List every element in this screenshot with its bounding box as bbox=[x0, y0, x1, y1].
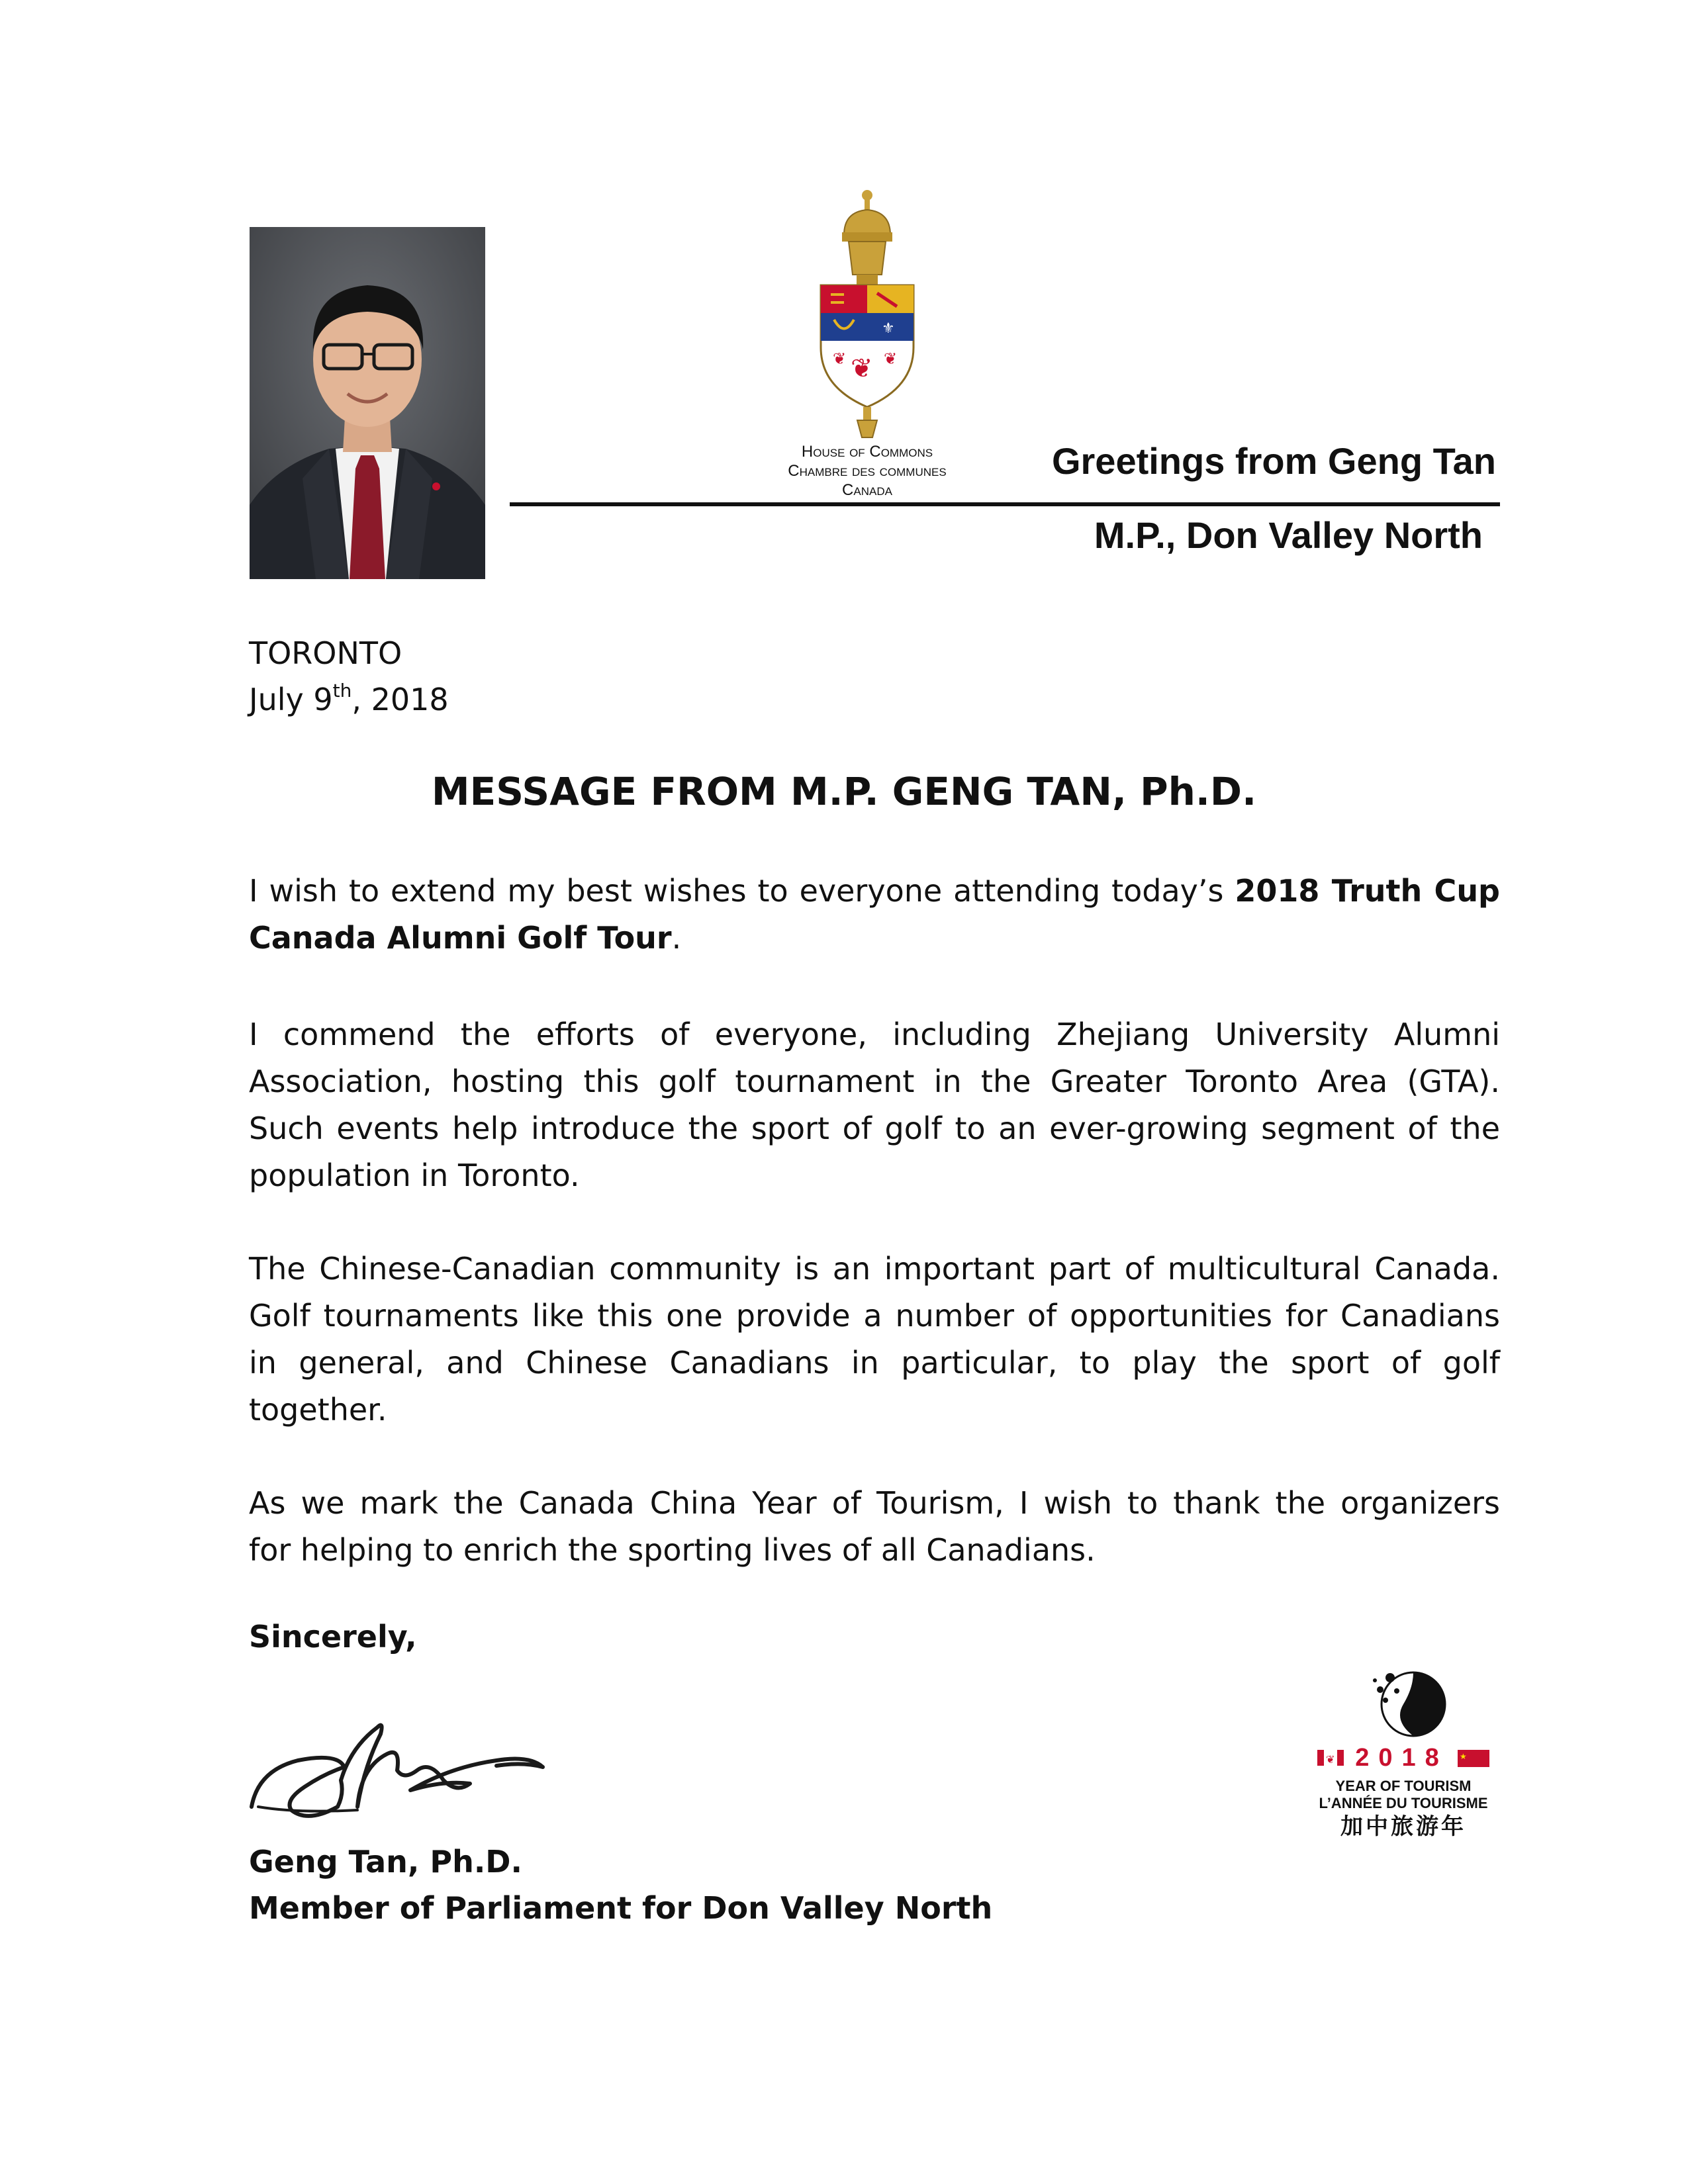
house-of-commons-name bbox=[741, 442, 993, 500]
svg-text:❦: ❦ bbox=[1326, 1753, 1335, 1766]
paragraph-line: in general, and Chinese Canadians in particular, to play the sport of golf bbox=[249, 1345, 1500, 1381]
text-run: . bbox=[671, 920, 682, 956]
event-name-bold: 2018 Truth Cup bbox=[1235, 873, 1500, 909]
signer-name: Geng Tan, Ph.D. bbox=[249, 1844, 522, 1880]
signer-title: Member of Parliament for Don Valley North bbox=[249, 1890, 993, 1926]
paragraph-3 bbox=[249, 1246, 1500, 1433]
house-of-commons-crest-icon bbox=[808, 189, 927, 440]
svg-text:❦: ❦ bbox=[851, 353, 873, 384]
paragraph-line: population in Toronto. bbox=[249, 1158, 580, 1193]
letter-date bbox=[249, 676, 449, 723]
paragraph-line: I commend the efforts of everyone, including Zhejiang University Alumni bbox=[249, 1017, 1500, 1052]
date-year: , 2018 bbox=[352, 682, 449, 717]
paragraph-line: As we mark the Canada China Year of Tourism, I wish to thank the organizers bbox=[249, 1485, 1500, 1521]
riding-subheading: M.P., Don Valley North bbox=[1094, 514, 1483, 556]
tourism-label-english: YEAR OF TOURISM bbox=[1335, 1778, 1472, 1794]
tourism-label-chinese: 加中旅游年 bbox=[1340, 1813, 1466, 1840]
svg-text:⚜: ⚜ bbox=[882, 320, 895, 337]
handwritten-signature bbox=[245, 1707, 549, 1827]
paragraph-line: The Chinese-Canadian community is an important part of multicultural Canada. bbox=[249, 1251, 1500, 1287]
house-name-country: Canada bbox=[842, 481, 892, 499]
paragraph-4 bbox=[249, 1480, 1500, 1574]
paragraph-line bbox=[249, 915, 1500, 962]
svg-text:❦: ❦ bbox=[884, 349, 898, 368]
message-title: MESSAGE FROM M.P. GENG TAN, Ph.D. bbox=[431, 769, 1257, 814]
paragraph-1 bbox=[249, 868, 1500, 962]
svg-text:★: ★ bbox=[1460, 1752, 1467, 1761]
paragraph-line: Such events help introduce the sport of golf to an ever-growing segment of the bbox=[249, 1111, 1500, 1146]
text-run: I wish to extend my best wishes to everyone attending today’s bbox=[249, 873, 1235, 909]
paragraph-line bbox=[249, 868, 1500, 915]
tourism-label-french: L’ANNÉE DU TOURISME bbox=[1319, 1795, 1488, 1811]
header-divider bbox=[510, 502, 1500, 506]
event-name-bold: Canada Alumni Golf Tour bbox=[249, 920, 672, 956]
greeting-heading: Greetings from Geng Tan bbox=[1051, 440, 1496, 482]
house-name-french: Chambre des communes bbox=[788, 462, 947, 480]
closing-salutation: Sincerely, bbox=[249, 1619, 417, 1655]
svg-text:❦: ❦ bbox=[833, 349, 847, 368]
mp-portrait-photo bbox=[250, 227, 485, 579]
date-ordinal: th bbox=[332, 680, 352, 702]
letter-city: TORONTO bbox=[249, 635, 402, 671]
house-name-english: House of Commons bbox=[801, 443, 933, 461]
tourism-year: 2018 bbox=[1355, 1744, 1448, 1772]
paragraph-line: together. bbox=[249, 1392, 387, 1428]
paragraph-line: Golf tournaments like this one provide a number of opportunities for Canadians bbox=[249, 1298, 1500, 1334]
date-day: July 9 bbox=[249, 682, 333, 717]
paragraph-line: Association, hosting this golf tournament in the Greater Toronto Area (GTA). bbox=[249, 1064, 1500, 1099]
paragraph-2 bbox=[249, 1011, 1500, 1199]
paragraph-line: for helping to enrich the sporting lives of all Canadians. bbox=[249, 1532, 1096, 1568]
